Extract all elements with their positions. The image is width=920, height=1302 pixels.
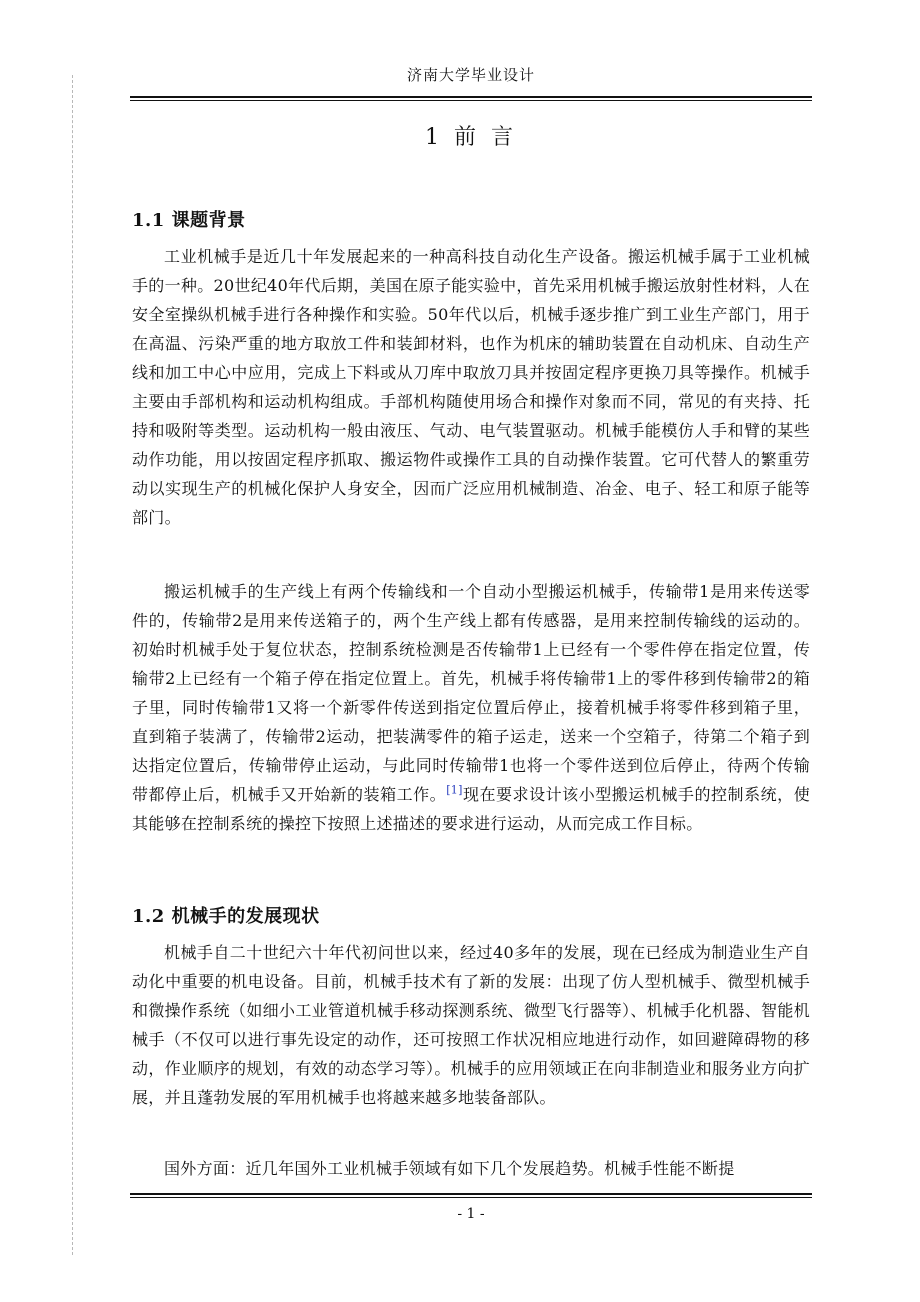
citation-ref-1[interactable]: [1] <box>446 783 463 797</box>
paragraph-background-2-tail: 现在要求设计该小型搬运机械手的控制系统，使其能够在控制系统的操控下按照上述描述的要求进行运动，从而完成工作目标。 <box>132 785 810 833</box>
section-title-1-1: 1.1 课题背景 <box>132 210 246 231</box>
page-number: - 1 - <box>457 1206 485 1222</box>
footer-rule-thin <box>130 1197 812 1198</box>
paragraph-background-2 <box>132 577 810 838</box>
paragraph-background-2-body: 搬运机械手的生产线上有两个传输线和一个自动小型搬运机械手，传输带1是用来传送零件的，传输带2是用来传送箱子的，两个生产线上都有传感器，是用来控制传输线的运动的。初始时机械手处于复位状态，控制系统检测是否传输带1上已经有一个零件停在指定位置，传输带2上已经有一个箱子停在指定位置上。首先，机械手将传输带1上的零件移到传输带2的箱子里，同时传输带1又将一个新零件传送到指定位置后停止，接着机械手将零件移到箱子里，直到箱子装满了，传输带2运动，把装满零件的箱子运走，送来一个空箱子，待第二个箱子到达指定位置后，传输带停止运动，与此同时传输带1也将一个零件送到位后停止，待两个传输带都停止后，机械手又开始新的装箱工作。 <box>132 582 810 804</box>
section-title-1-2: 1.2 机械手的发展现状 <box>132 906 320 927</box>
footer-rule <box>130 1193 812 1195</box>
header-rule-thin <box>130 100 812 101</box>
binding-margin-line <box>72 75 73 1255</box>
header-rule <box>130 96 812 98</box>
page-header-title: 济南大学毕业设计 <box>406 66 535 84</box>
chapter-title: 1 前 言 <box>425 125 517 150</box>
paragraph-status-2: 国外方面：近几年国外工业机械手领域有如下几个发展趋势。机械手性能不断提 <box>164 1159 735 1178</box>
paragraph-background-1: 工业机械手是近几十年发展起来的一种高科技自动化生产设备。搬运机械手属于工业机械手的一种。20世纪40年代后期，美国在原子能实验中，首先采用机械手搬运放射性材料，人在安全室操纵机械手进行各种操作和实验。50年代以后，机械手逐步推广到工业生产部门，用于在高温、污染严重的地方取放工件和装卸材料，也作为机床的辅助装置在自动机床、自动生产线和加工中心中应用，完成上下料或从刀库中取放刀具并按固定程序更换刀具等操作。机械手主要由手部机构和运动机构组成。手部机构随使用场合和操作对象而不同，常见的有夹持、托持和吸附等类型。运动机构一般由液压、气动、电气装置驱动。机械手能模仿人手和臂的某些动作功能，用以按固定程序抓取、搬运物件或操作工具的自动操作装置。它可代替人的繁重劳动以实现生产的机械化保护人身安全，因而广泛应用机械制造、冶金、电子、轻工和原子能等部门。 <box>132 247 810 527</box>
paragraph-status-1: 机械手自二十世纪六十年代初问世以来，经过40多年的发展，现在已经成为制造业生产自动化中重要的机电设备。目前，机械手技术有了新的发展：出现了仿人型机械手、微型机械手和微操作系统（如细小工业管道机械手移动探测系统、微型飞行器等）、机械手化机器、智能机械手（不仅可以进行事先设定的动作，还可按照工作状况相应地进行动作，如回避障碍物的移动，作业顺序的规划，有效的动态学习等）。机械手的应用领域正在向非制造业和服务业方向扩展，并且蓬勃发展的军用机械手也将越来越多地装备部队。 <box>132 943 810 1107</box>
